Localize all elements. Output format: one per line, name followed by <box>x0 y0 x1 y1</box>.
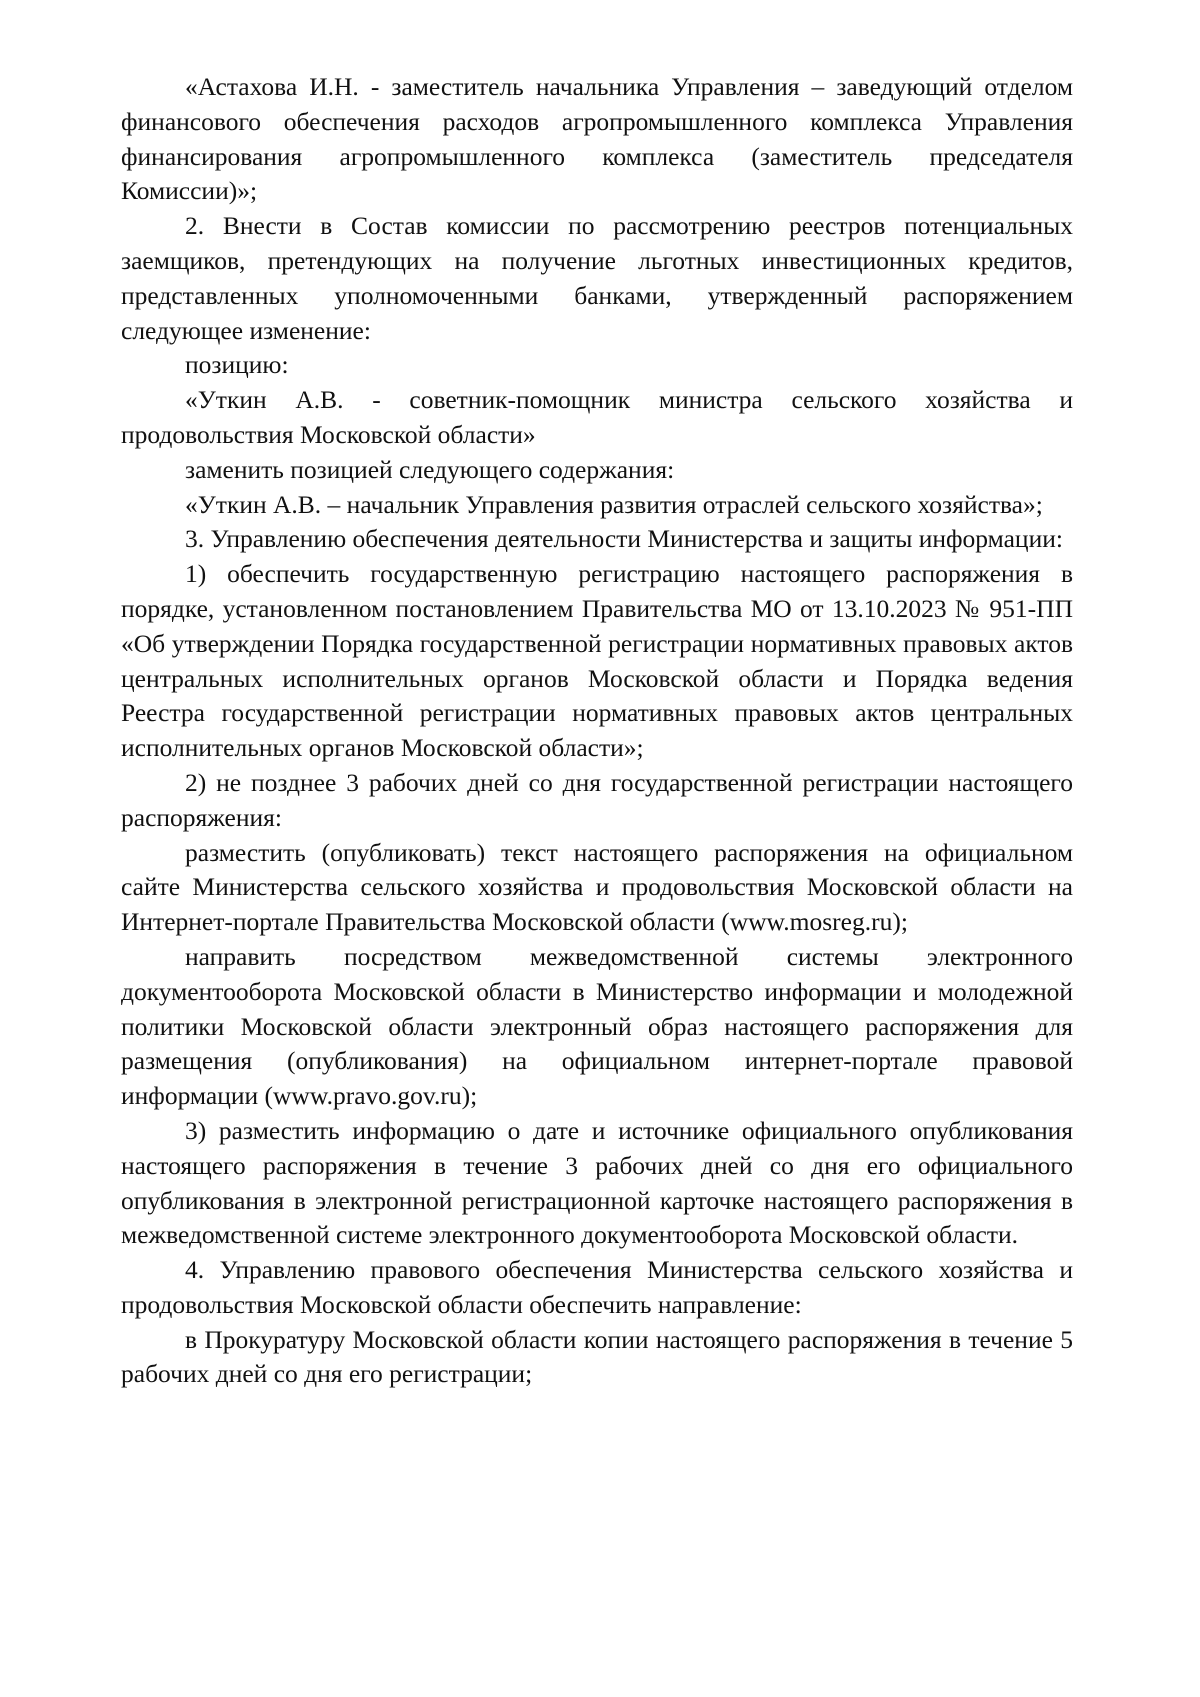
paragraph-subitem-1-registration: 1) обеспечить государственную регистрацию настоящего распоряжения в порядке, установленном постановлением Правительства МО от 13.10.2023 № 951-ПП «Об утверждении Порядка государственной регистрации нормативных правовых актов центральных исполнительных органов Московской области и Порядка ведения Реестра государственной регистрации нормативных правовых актов центральных исполнительных органов Московской области»; <box>121 559 1073 763</box>
document-page <box>121 70 1073 1392</box>
paragraph-item-4-legal-directorate: 4. Управлению правового обеспечения Министерства сельского хозяйства и продовольствия Московской области обеспечить направление: <box>121 1255 1073 1319</box>
paragraph-replace-with-label: заменить позицией следующего содержания: <box>185 454 675 484</box>
paragraph-subitem-2-deadline: 2) не позднее 3 рабочих дней со дня государственной регистрации настоящего распоряжения: <box>121 767 1073 832</box>
paragraph-subitem-3-publication-info: 3) разместить информацию о дате и источнике официального опубликования настоящего распоряжения в течение 3 рабочих дней со дня его официального опубликования в электронной регистрационной карточке настоящего распоряжения в межведомственной системе электронного документооборота Московской области. <box>121 1115 1073 1250</box>
paragraph-new-position: «Уткин А.В. – начальник Управления развития отраслей сельского хозяйства»; <box>185 489 1043 519</box>
paragraph-send-electronic-copy: направить посредством межведомственной системы электронного документооборота Московской области в Министерство информации и молодежной политики Московской области электронный образ настоящего распоряжения для размещения (опубликования) на официальном интернет-портале правовой информации (www.pravo.gov.ru); <box>121 941 1073 1111</box>
paragraph-position-label: позицию: <box>185 350 289 380</box>
paragraph-item-2-amend-composition: 2. Внести в Состав комиссии по рассмотрению реестров потенциальных заемщиков, претендующих на получение льготных инвестиционных кредитов, представленных уполномоченными банками, утвержденный распоряжением следующее изменение: <box>121 211 1073 345</box>
paragraph-old-position: «Уткин А.В. - советник-помощник министра сельского хозяйства и продовольствия Московской области» <box>121 385 1073 449</box>
paragraph-publish-on-site: разместить (опубликовать) текст настоящего распоряжения на официальном сайте Министерства сельского хозяйства и продовольствия Московской области на Интернет-портале Правительства Московской области (www.mosreg.ru); <box>121 837 1073 937</box>
paragraph-item-3-directorate: 3. Управлению обеспечения деятельности Министерства и защиты информации: <box>185 524 1063 554</box>
paragraph-prosecutor-copy: в Прокуратуру Московской области копии настоящего распоряжения в течение 5 рабочих дней со дня его регистрации; <box>121 1324 1073 1389</box>
paragraph-commission-deputy-chair: «Астахова И.Н. - заместитель начальника Управления – заведующий отделом финансового обеспечения расходов агропромышленного комплекса Управления финансирования агропромышленного комплекса (заместитель председателя Комиссии)»; <box>121 72 1073 206</box>
